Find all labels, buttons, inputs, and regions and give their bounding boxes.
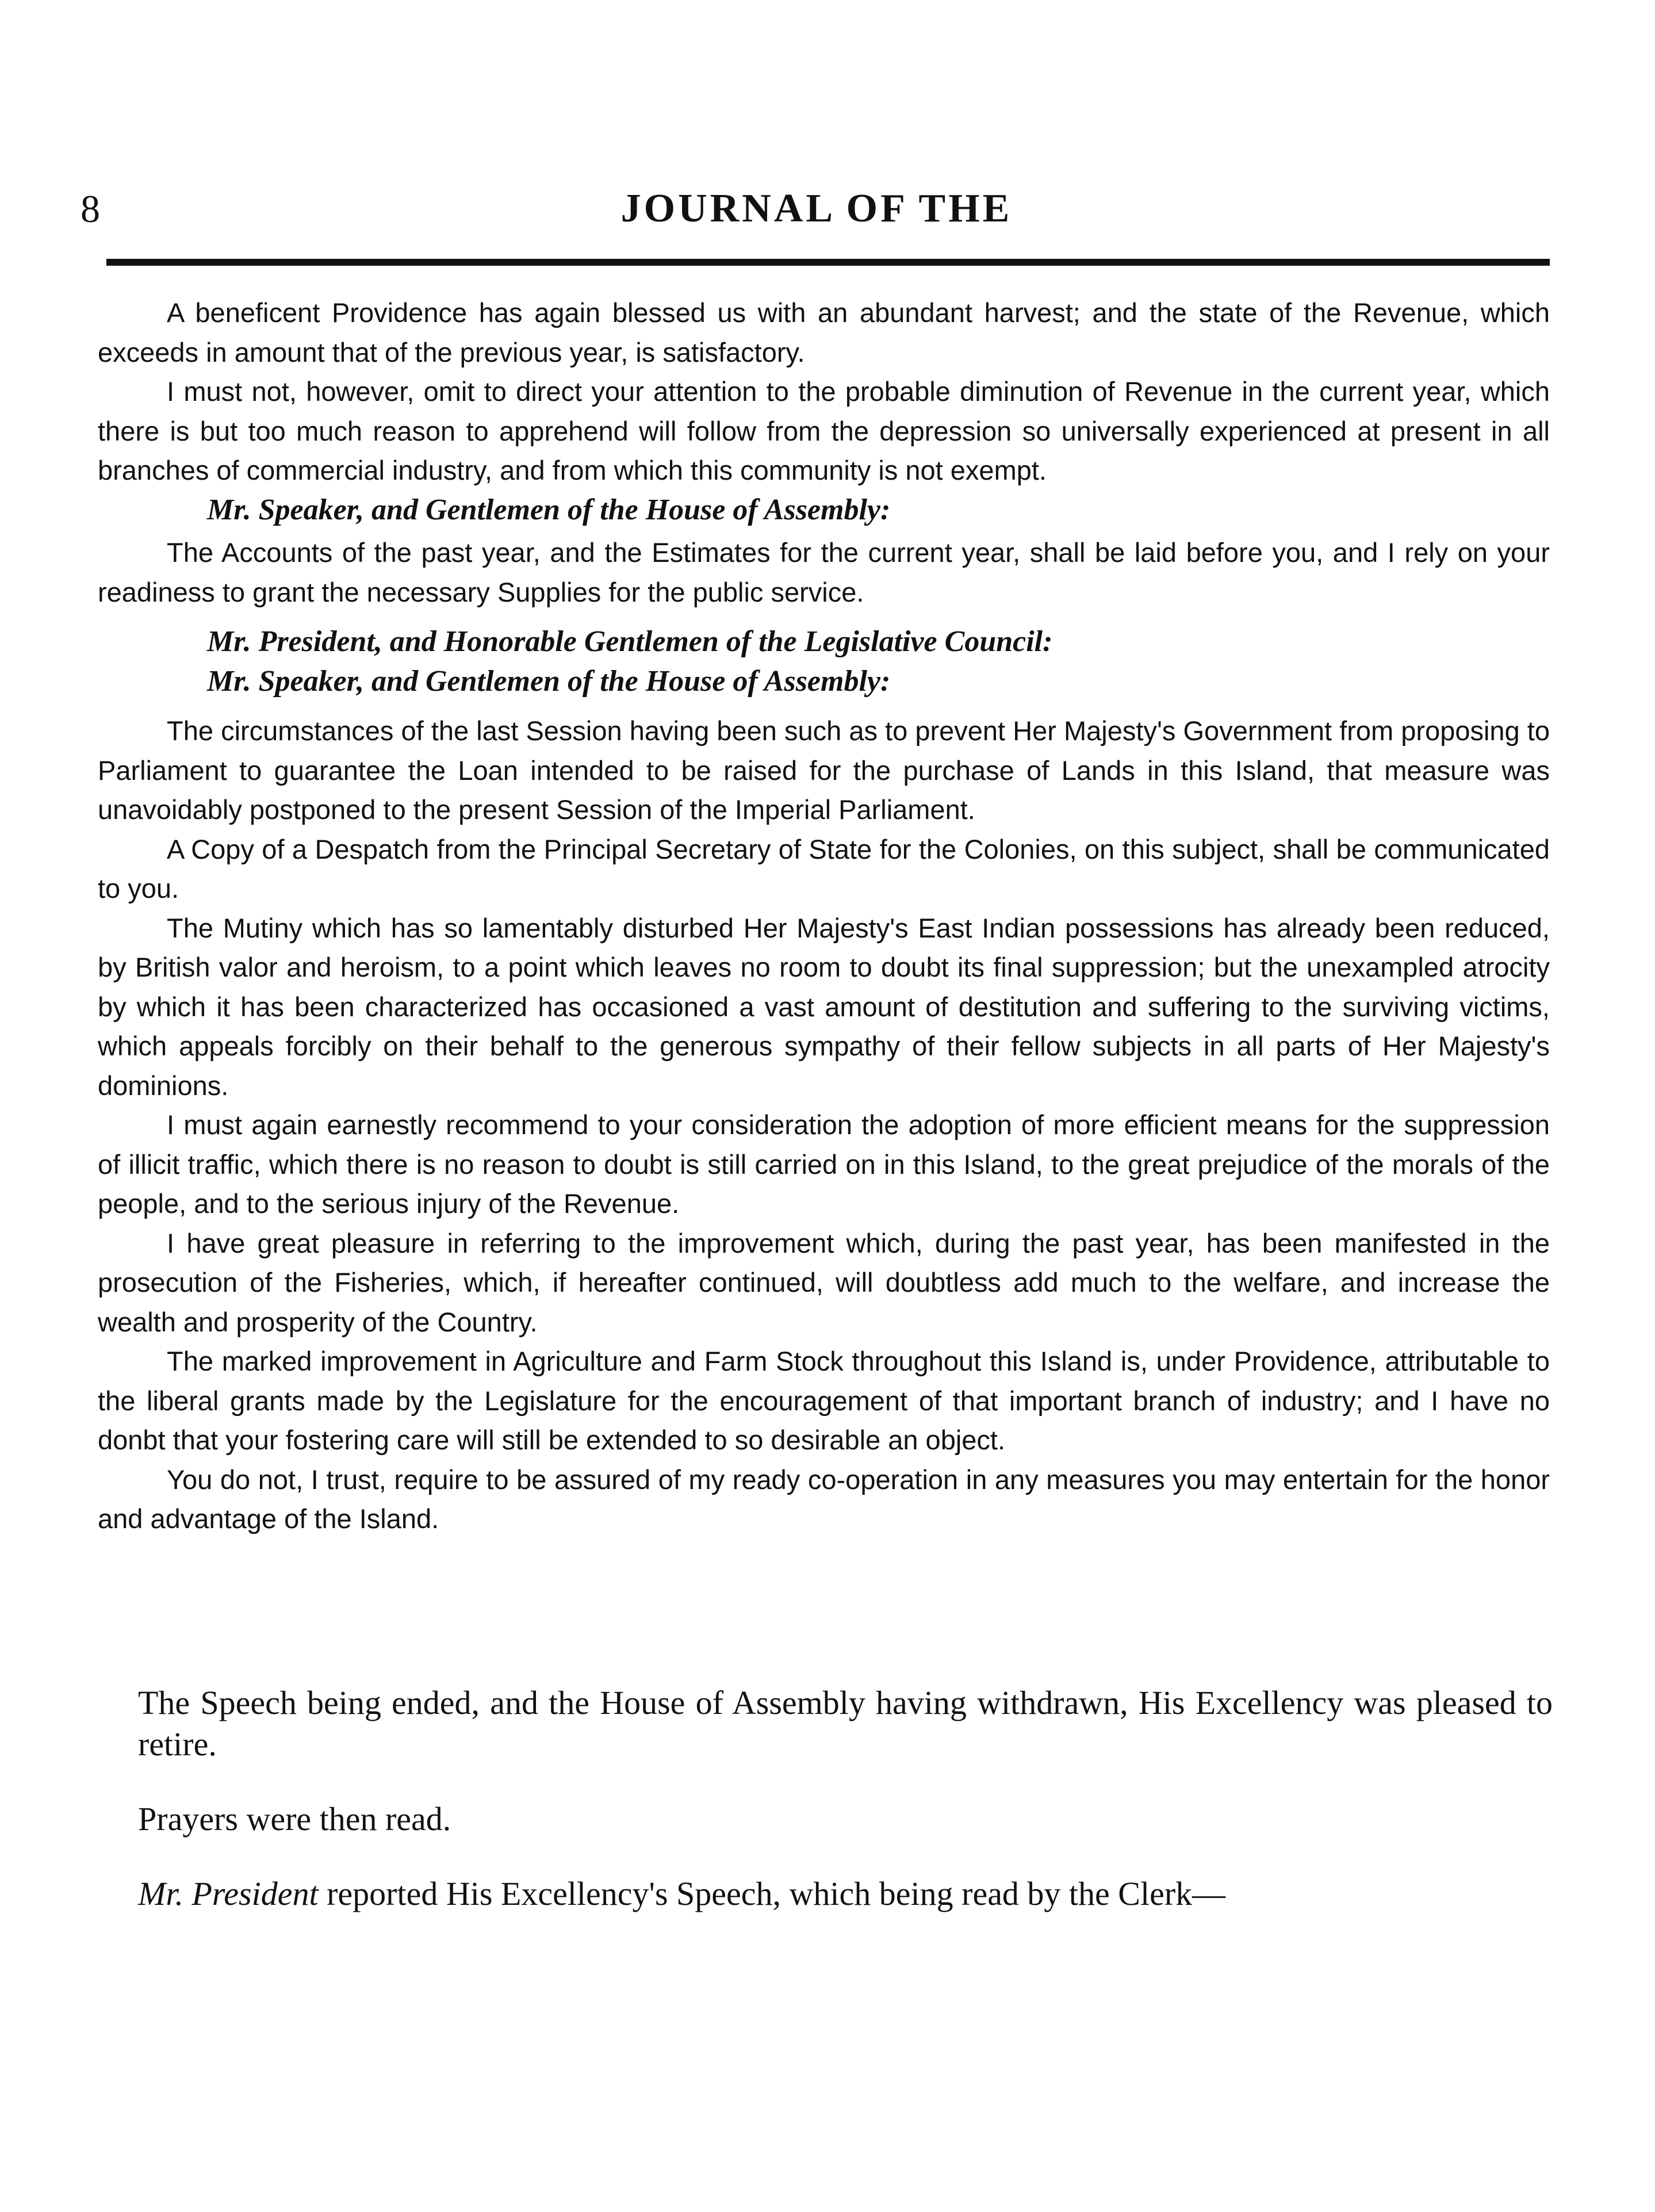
speech-paragraph-harvest: A beneficent Providence has again blessed us with an abundant harvest; and the state of the Revenue, which exceeds in amount that of the previous year, is satisfactory.: [98, 297, 1550, 368]
header-rule: [106, 259, 1550, 266]
journal-prayers: Prayers were then read.: [138, 1800, 451, 1838]
address-speaker: Mr. Speaker, and Gentlemen of the House of Assembly:: [207, 493, 891, 526]
page-number: 8: [81, 187, 100, 231]
address-speaker-second: Mr. Speaker, and Gentlemen of the House of Assembly:: [207, 664, 891, 698]
journal-reported: [138, 1873, 1553, 1915]
speech-paragraph-revenue: I must not, however, omit to direct your attention to the probable diminution of Revenue in the current year, which there is but too much reason to apprehend will follow from the depression so universally experienced at present in all branches of commercial industry, and from which this community is not exempt.: [98, 376, 1550, 485]
page-header: [81, 183, 1553, 235]
address-president: Mr. President, and Honorable Gentlemen of the Legislative Council:: [207, 625, 1053, 658]
speech-paragraph-fisheries: I have great pleasure in referring to the improvement which, during the past year, has been manifested in the prosecution of the Fisheries, which, if hereafter continued, will doubtless add much to the welfare, and increase the wealth and prosperity of the Country.: [98, 1227, 1550, 1337]
speech-paragraph-accounts: The Accounts of the past year, and the Estimates for the current year, shall be laid before you, and I rely on your readiness to grant the necessary Supplies for the public service.: [98, 537, 1550, 607]
reported-text: reported His Excellency's Speech, which being read by the Clerk—: [318, 1875, 1226, 1912]
speech-paragraph-despatch: A Copy of a Despatch from the Principal Secretary of State for the Colonies, on this subject, shall be communicated to you.: [98, 833, 1550, 904]
president-name: Mr. President: [138, 1875, 319, 1912]
journal-speech-ended: The Speech being ended, and the House of Assembly having withdrawn, His Excellency was pleased to retire.: [138, 1684, 1553, 1763]
speech-paragraph-cooperation: You do not, I trust, require to be assured of my ready co-operation in any measures you may entertain for the honor and advantage of the Island.: [98, 1464, 1550, 1534]
speech-paragraph-loan: The circumstances of the last Session having been such as to prevent Her Majesty's Government from proposing to Parliament to guarantee the Loan intended to be raised for the purchase of Lands in this Island, that measure was unavoidably postponed to the present Session of the Imperial Parliament.: [98, 715, 1550, 825]
governor-speech: [98, 293, 1550, 1539]
speech-paragraph-illicit-traffic: I must again earnestly recommend to your consideration the adoption of more efficient means for the suppression of illicit traffic, which there is no reason to doubt is still carried on in this Island, to the great prejudice of the morals of the people, and to the serious injury of the Revenue.: [98, 1109, 1550, 1219]
running-head: JOURNAL OF THE: [620, 186, 1013, 231]
journal-entries: [138, 1682, 1553, 1915]
speech-paragraph-mutiny: The Mutiny which has so lamentably disturbed Her Majesty's East Indian possessions has already been reduced, by British valor and heroism, to a point which leaves no room to doubt its final suppression; but the unexampled atrocity by which it has been characterized has occasioned a vast amount of destitution and suffering to the surviving victims, which appeals forcibly on their behalf to the generous sympathy of their fellow subjects in all parts of Her Majesty's dominions.: [98, 912, 1550, 1101]
speech-paragraph-agriculture: The marked improvement in Agriculture and Farm Stock throughout this Island is, under Providence, attributable to the liberal grants made by the Legislature for the encouragement of that important branch of industry; and I have no donbt that your fostering care will still be extended to so desirable an object.: [98, 1346, 1550, 1455]
